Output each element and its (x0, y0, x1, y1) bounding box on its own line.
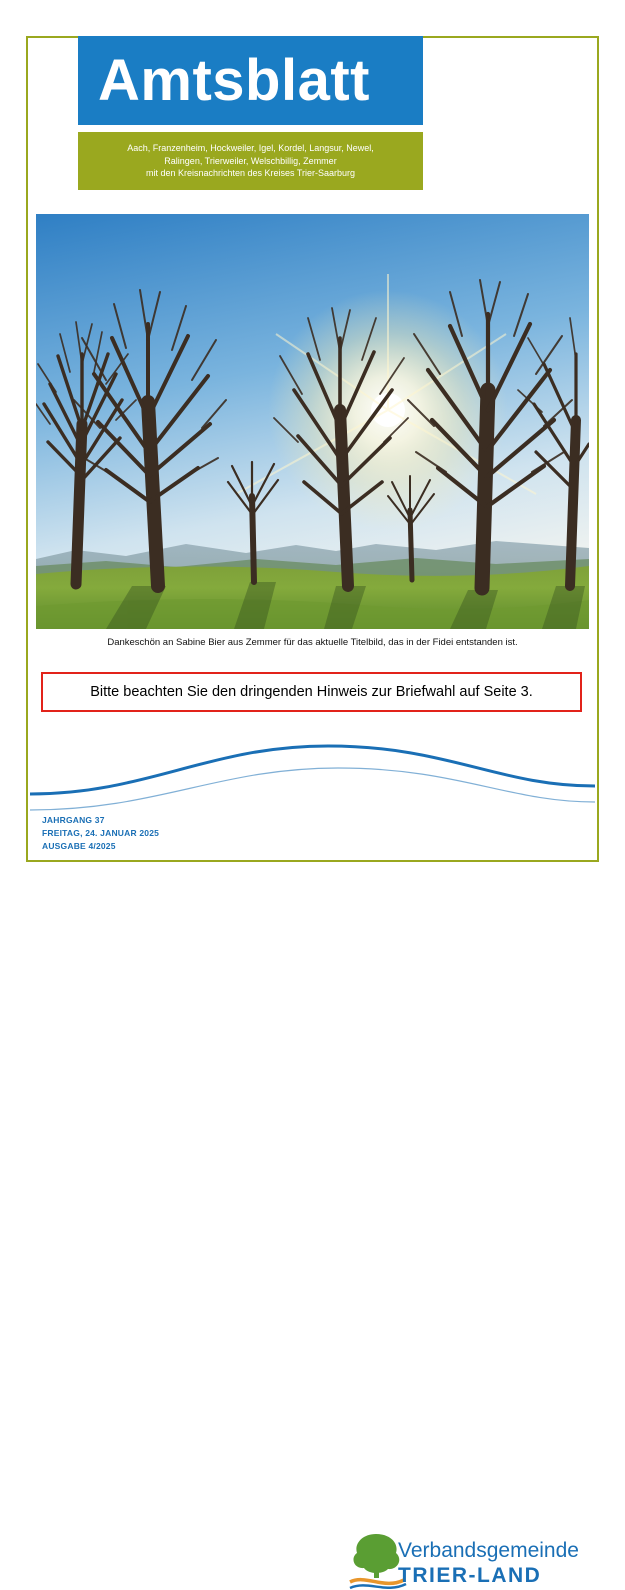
municipalities-line-2: Ralingen, Trierweiler, Welschbillig, Zemmer (164, 155, 337, 166)
logo-line-2: TRIER-LAND (398, 1564, 542, 1587)
issue-volume: JAHRGANG 37 (42, 815, 105, 825)
issue-date: FREITAG, 24. JANUAR 2025 (42, 828, 160, 838)
logo-line-1: Verbandsgemeinde (398, 1539, 579, 1562)
issue-info (42, 814, 159, 853)
issue-number: AUSGABE 4/2025 (42, 841, 116, 851)
notice-text: Bitte beachten Sie den dringenden Hinweis zur Briefwahl auf Seite 3. (90, 684, 533, 700)
cover-photo (36, 214, 589, 629)
municipalities-line-3: mit den Kreisnachrichten des Kreises Trier-Saarburg (145, 168, 356, 179)
municipalities-banner (78, 132, 423, 190)
municipalities-line-1: Aach, Franzenheim, Hockweiler, Igel, Kordel, Langsur, Newel, (127, 143, 374, 154)
notice-box (41, 672, 582, 712)
logo-wordmark (398, 1538, 579, 1588)
cover-photo-illustration (36, 214, 589, 629)
photo-caption: Dankeschön an Sabine Bier aus Zemmer für das aktuelle Titelbild, das in der Fidei entstanden ist. (107, 637, 518, 648)
publication-title: Amtsblatt (98, 48, 370, 113)
masthead-banner (78, 36, 423, 125)
